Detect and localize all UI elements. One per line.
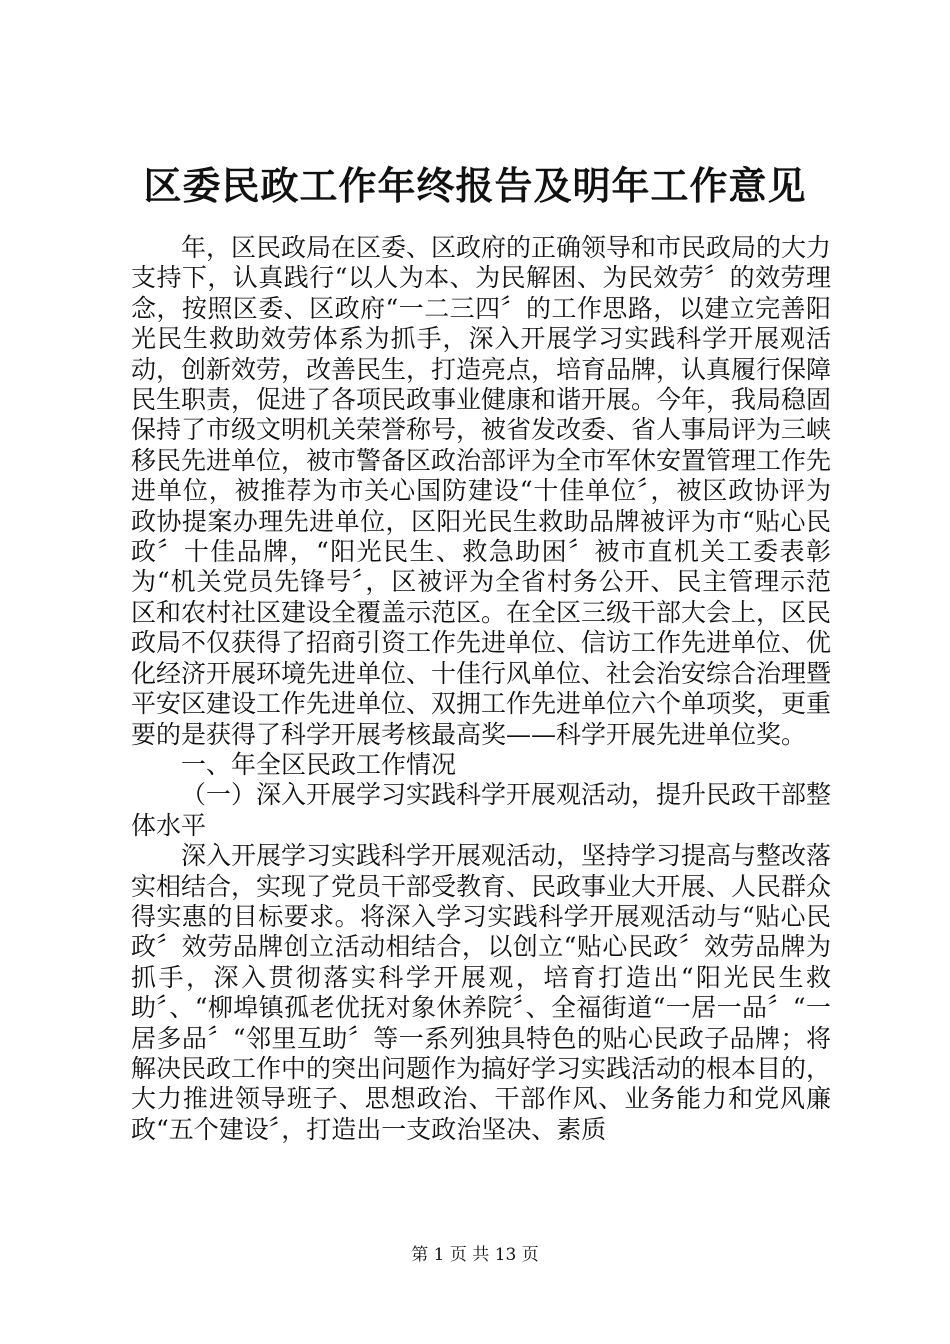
page-number-footer: 第 1 页 共 13 页	[411, 1245, 539, 1265]
document-body	[131, 233, 831, 1145]
intro-paragraph: 年，区民政局在区委、区政府的正确领导和市民政局的大力支持下，认真践行“以人为本、为民解困、为民效劳〞的效劳理念，按照区委、区政府“一二三四〞的工作思路，以建立完善阳光民生救助效劳体系为抓手，深入开展学习实践科学开展观活动，创新效劳，改善民生，打造亮点，培育品牌，认真履行保障民生职责，促进了各项民政事业健康和谐开展。今年，我局稳固保持了市级文明机关荣誉称号，被省发改委、省人事局评为三峡移民先进单位，被市警备区政治部评为全市军休安置管理工作先进单位，被推荐为市关心国防建设“十佳单位〞，被区政协评为政协提案办理先进单位，区阳光民生救助品牌被评为市“贴心民政〞十佳品牌，“阳光民生、救急助困〞被市直机关工委表彰为“机关党员先锋号〞，区被评为全省村务公开、民主管理示范区和农村社区建设全覆盖示范区。在全区三级干部大会上，区民政局不仅获得了招商引资工作先进单位、信访工作先进单位、优化经济开展环境先进单位、十佳行风单位、社会治安综合治理暨平安区建设工作先进单位、双拥工作先进单位六个单项奖，更重要的是获得了科学开展考核最高奖——科学开展先进单位奖。	[131, 233, 832, 749]
document-title: 区委民政工作年终报告及明年工作意见	[143, 163, 807, 208]
subsection-heading: （一）深入开展学习实践科学开展观活动，提升民政干部整体水平	[131, 780, 832, 840]
subsection-paragraph: 深入开展学习实践科学开展观活动，坚持学习提高与整改落实相结合，实现了党员干部受教育、民政事业大开展、人民群众得实惠的目标要求。将深入学习实践科学开展观活动与“贴心民政〞效劳品牌创立活动相结合，以创立“贴心民政〞效劳品牌为抓手，深入贯彻落实科学开展观，培育打造出“阳光民生救助〞、“柳埠镇孤老优抚对象休养院〞、全福街道“一居一品〞“一居多品〞“邻里互助〞等一系列独具特色的贴心民政子品牌；将解决民政工作中的突出问题作为搞好学习实践活动的根本目的，大力推进领导班子、思想政治、干部作风、业务能力和党风廉政“五个建设〞，打造出一支政治坚决、素质	[131, 841, 832, 1144]
section-heading: 一、年全区民政工作情况	[181, 749, 457, 779]
